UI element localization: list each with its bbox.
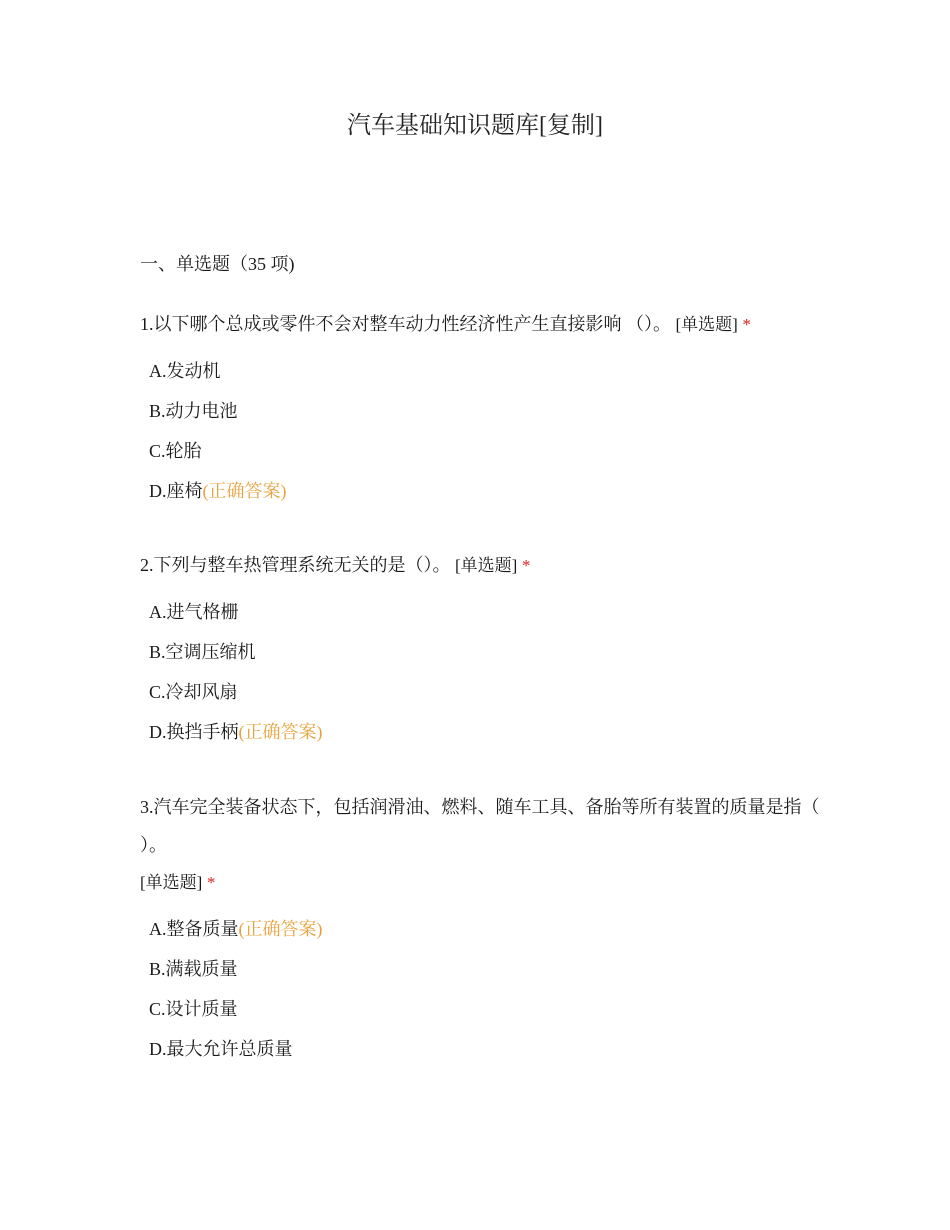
required-mark: *	[521, 556, 531, 575]
question-2	[140, 553, 820, 760]
question-text: 1.以下哪个总成或零件不会对整车动力性经济性产生直接影响 （）。	[140, 314, 671, 334]
option-text: C.轮胎	[149, 441, 202, 461]
option-c[interactable]	[149, 680, 820, 720]
option-list	[140, 359, 820, 519]
option-d[interactable]	[149, 720, 820, 760]
required-mark: *	[742, 315, 751, 334]
option-c[interactable]	[149, 439, 820, 479]
question-type-label: [单选题]	[455, 556, 518, 575]
required-mark: *	[206, 873, 216, 892]
option-d[interactable]	[149, 1037, 820, 1077]
question-text: 2.下列与整车热管理系统无关的是（）。	[140, 555, 451, 575]
option-list	[140, 917, 820, 1077]
option-text: A.整备质量	[149, 919, 239, 939]
question-type-line	[140, 870, 820, 895]
option-text: C.设计质量	[149, 999, 238, 1019]
option-a[interactable]	[149, 359, 820, 399]
option-text: D.换挡手柄	[149, 722, 239, 742]
question-stem	[140, 553, 820, 578]
option-d[interactable]	[149, 479, 820, 519]
option-text: C.冷却风扇	[149, 682, 238, 702]
option-b[interactable]	[149, 399, 820, 439]
option-b[interactable]	[149, 640, 820, 680]
question-stem	[140, 788, 820, 864]
option-a[interactable]	[149, 917, 820, 957]
page-title: 汽车基础知识题库[复制]	[347, 113, 603, 139]
question-3	[140, 788, 820, 1077]
option-list	[140, 600, 820, 760]
option-b[interactable]	[149, 957, 820, 997]
section-heading: 一、单选题（35 项)	[140, 254, 295, 274]
option-text: B.空调压缩机	[149, 642, 256, 662]
option-text: A.发动机	[149, 361, 221, 381]
option-c[interactable]	[149, 997, 820, 1037]
option-text: A.进气格栅	[149, 602, 239, 622]
correct-answer-label: (正确答案)	[202, 481, 287, 501]
option-text: B.满载质量	[149, 959, 238, 979]
question-1	[140, 312, 820, 519]
option-text: D.座椅	[149, 481, 203, 501]
question-stem	[140, 312, 820, 337]
correct-answer-label: (正确答案)	[238, 722, 323, 742]
correct-answer-label: (正确答案)	[238, 919, 323, 939]
option-text: B.动力电池	[149, 401, 238, 421]
question-type-label: [单选题]	[675, 315, 738, 334]
option-a[interactable]	[149, 600, 820, 640]
question-type-label: [单选题]	[140, 873, 203, 892]
question-text: 3.汽车完全装备状态下，包括润滑油、燃料、随车工具、备胎等所有装置的质量是指（ ）。	[140, 797, 820, 855]
option-text: D.最大允许总质量	[149, 1039, 293, 1059]
